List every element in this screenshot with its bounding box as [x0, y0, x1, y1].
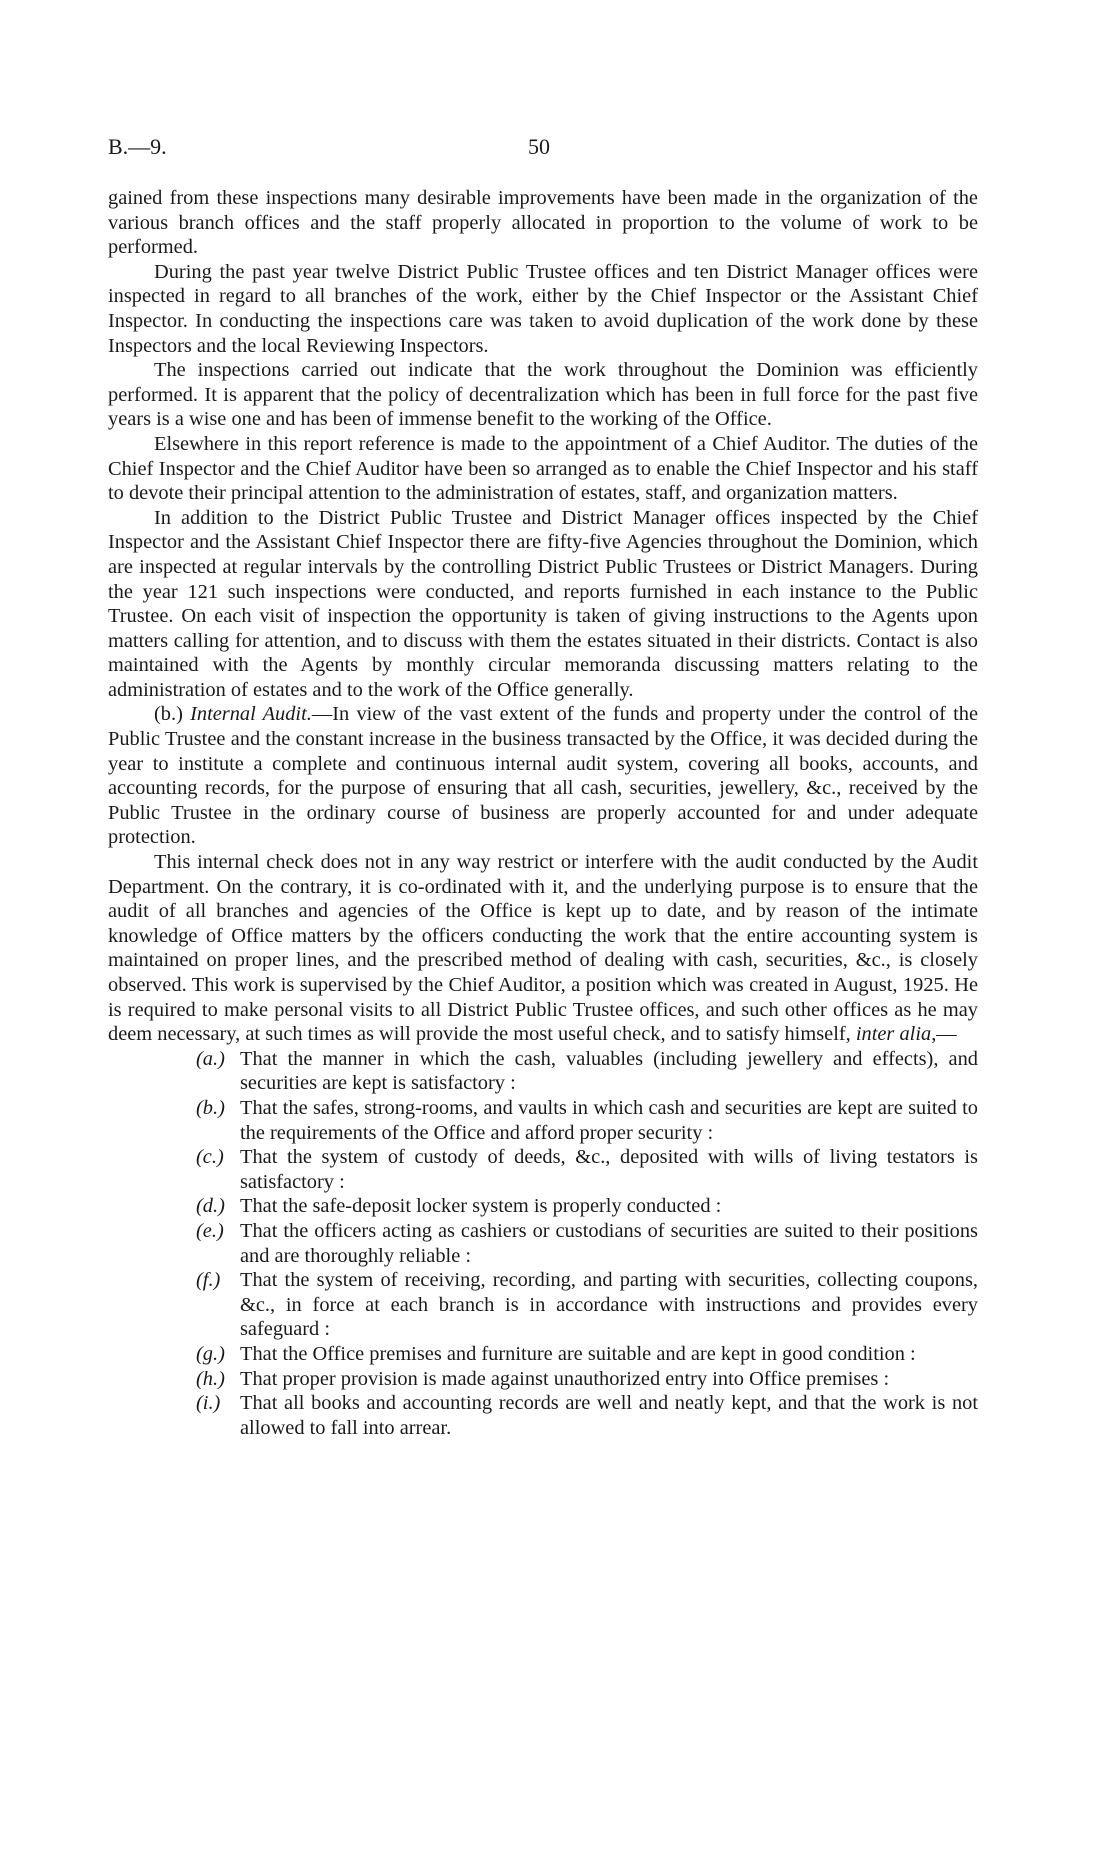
list-item-text: That the safes, strong-rooms, and vaults in which cash and securities are kept are suited to the requirements of the Office and afford proper security : [240, 1096, 978, 1144]
list-item [108, 1145, 978, 1194]
page-header [108, 134, 978, 164]
list-item [108, 1268, 978, 1342]
paragraph-internal-audit [108, 702, 978, 850]
section-label: (b.) [154, 703, 183, 726]
list-item-label: (d.) [196, 1195, 225, 1218]
paragraph-chief-auditor: Elsewhere in this report reference is made to the appointment of a Chief Auditor. The duties of the Chief Inspector and the Chief Auditor have been so arranged as to enable the Chief Inspector and his staff to devote their principal attention to the administration of estates, staff, and organization matters. [108, 432, 978, 505]
list-item-text: That the system of receiving, recording, and parting with securities, collecting coupons, &c., in force at each branch is in accordance with instructions and provides every safeguard : [240, 1269, 978, 1341]
list-item-text: That proper provision is made against unauthorized entry into Office premises : [240, 1367, 890, 1390]
list-item [108, 1219, 978, 1268]
check-dash: — [936, 1023, 957, 1046]
list-item-text: That all books and accounting records are well and neatly kept, and that the work is not allowed to fall into arrear. [240, 1392, 978, 1439]
document-reference: B.—9. [108, 134, 167, 159]
list-item-label: (a.) [196, 1047, 225, 1070]
paragraph-agencies: In addition to the District Public Trustee and District Manager offices inspected by the Chief Inspector and the Assistant Chief Inspector there are fifty-five Agencies throughout the Dominion, which are inspected at regular intervals by the controlling District Public Trustees or District Managers. During the year 121 such inspections were conducted, and reports furnished in each instance to the Public Trustee. On each visit of inspection the opportunity is taken of giving instructions to the Agents upon matters calling for attention, and to discuss with them the estates situated in their districts. Contact is also maintained with the Agents by monthly circular memoranda discussing matters relating to the administration of estates and to the work of the Office generally. [108, 506, 978, 701]
latin-phrase: inter alia, [855, 1023, 937, 1046]
list-item [108, 1391, 978, 1440]
list-item [108, 1047, 978, 1096]
list-item-label: (h.) [196, 1367, 225, 1390]
section-heading: Internal Audit. [190, 703, 312, 726]
list-item-label: (f.) [196, 1269, 221, 1292]
document-body [108, 186, 978, 1440]
list-item-text: That the Office premises and furniture are suitable and are kept in good condition : [240, 1342, 916, 1365]
list-item [108, 1096, 978, 1145]
list-item-label: (b.) [196, 1096, 225, 1119]
list-item [108, 1342, 978, 1367]
paragraph-inspections-year: During the past year twelve District Public Trustee offices and ten District Manager offices were inspected in regard to all branches of the work, either by the Chief Inspector or the Assistant Chief Inspector. In conducting the inspections care was taken to avoid duplication of the work done by these Inspectors and the local Reviewing Inspectors. [108, 260, 978, 357]
list-item-label: (c.) [196, 1146, 224, 1169]
list-item-text: That the manner in which the cash, valuables (including jewellery and effects), and securities are kept is satisfactory : [240, 1047, 978, 1095]
list-item-text: That the system of custody of deeds, &c., deposited with wills of living testators is satisfactory : [240, 1146, 978, 1193]
audit-checklist [108, 1047, 978, 1441]
list-item-label: (g.) [196, 1342, 225, 1365]
list-item-label: (e.) [196, 1219, 224, 1242]
section-text: —In view of the vast extent of the funds and property under the control of the Public Trustee and the constant increase in the business transacted by the Office, it was decided during the year to institute a complete and continuous internal audit system, covering all books, accounts, and accounting records, for the purpose of ensuring that all cash, securities, jewellery, &c., received by the Public Trustee in the ordinary course of business are properly accounted for and under adequate protection. [108, 703, 978, 849]
check-text: This internal check does not in any way restrict or interfere with the audit conducted by the Audit Department. On the contrary, it is co-ordinated with it, and the underlying purpose is to ensure that the audit of all branches and agencies of the Office is kept up to date, and by reason of the intimate knowledge of Office matters by the officers conducting the work that the entire accounting system is maintained on proper lines, and the prescribed method of dealing with cash, securities, &c., is closely observed. This work is supervised by the Chief Auditor, a position which was created in August, 1925. He is required to make personal visits to all District Public Trustee offices, and such other offices as he may deem necessary, at such times as will provide the most useful check, and to satisfy himself, [108, 851, 978, 1046]
paragraph-continuation: gained from these inspections many desirable improvements have been made in the organization of the various branch offices and the staff properly allocated in proportion to the volume of work to be performed. [108, 187, 978, 259]
list-item [108, 1194, 978, 1219]
list-item-label: (i.) [196, 1392, 221, 1415]
page-number: 50 [528, 134, 550, 159]
paragraph-internal-check [108, 850, 978, 1047]
list-item-text: That the officers acting as cashiers or custodians of securities are suited to their positions and are thoroughly reliable : [240, 1219, 978, 1267]
paragraph-efficiency: The inspections carried out indicate that the work throughout the Dominion was efficiently performed. It is apparent that the policy of decentralization which has been in full force for the past five years is a wise one and has been of immense benefit to the working of the Office. [108, 359, 978, 431]
list-item-text: That the safe-deposit locker system is properly conducted : [240, 1195, 722, 1218]
list-item [108, 1367, 978, 1392]
